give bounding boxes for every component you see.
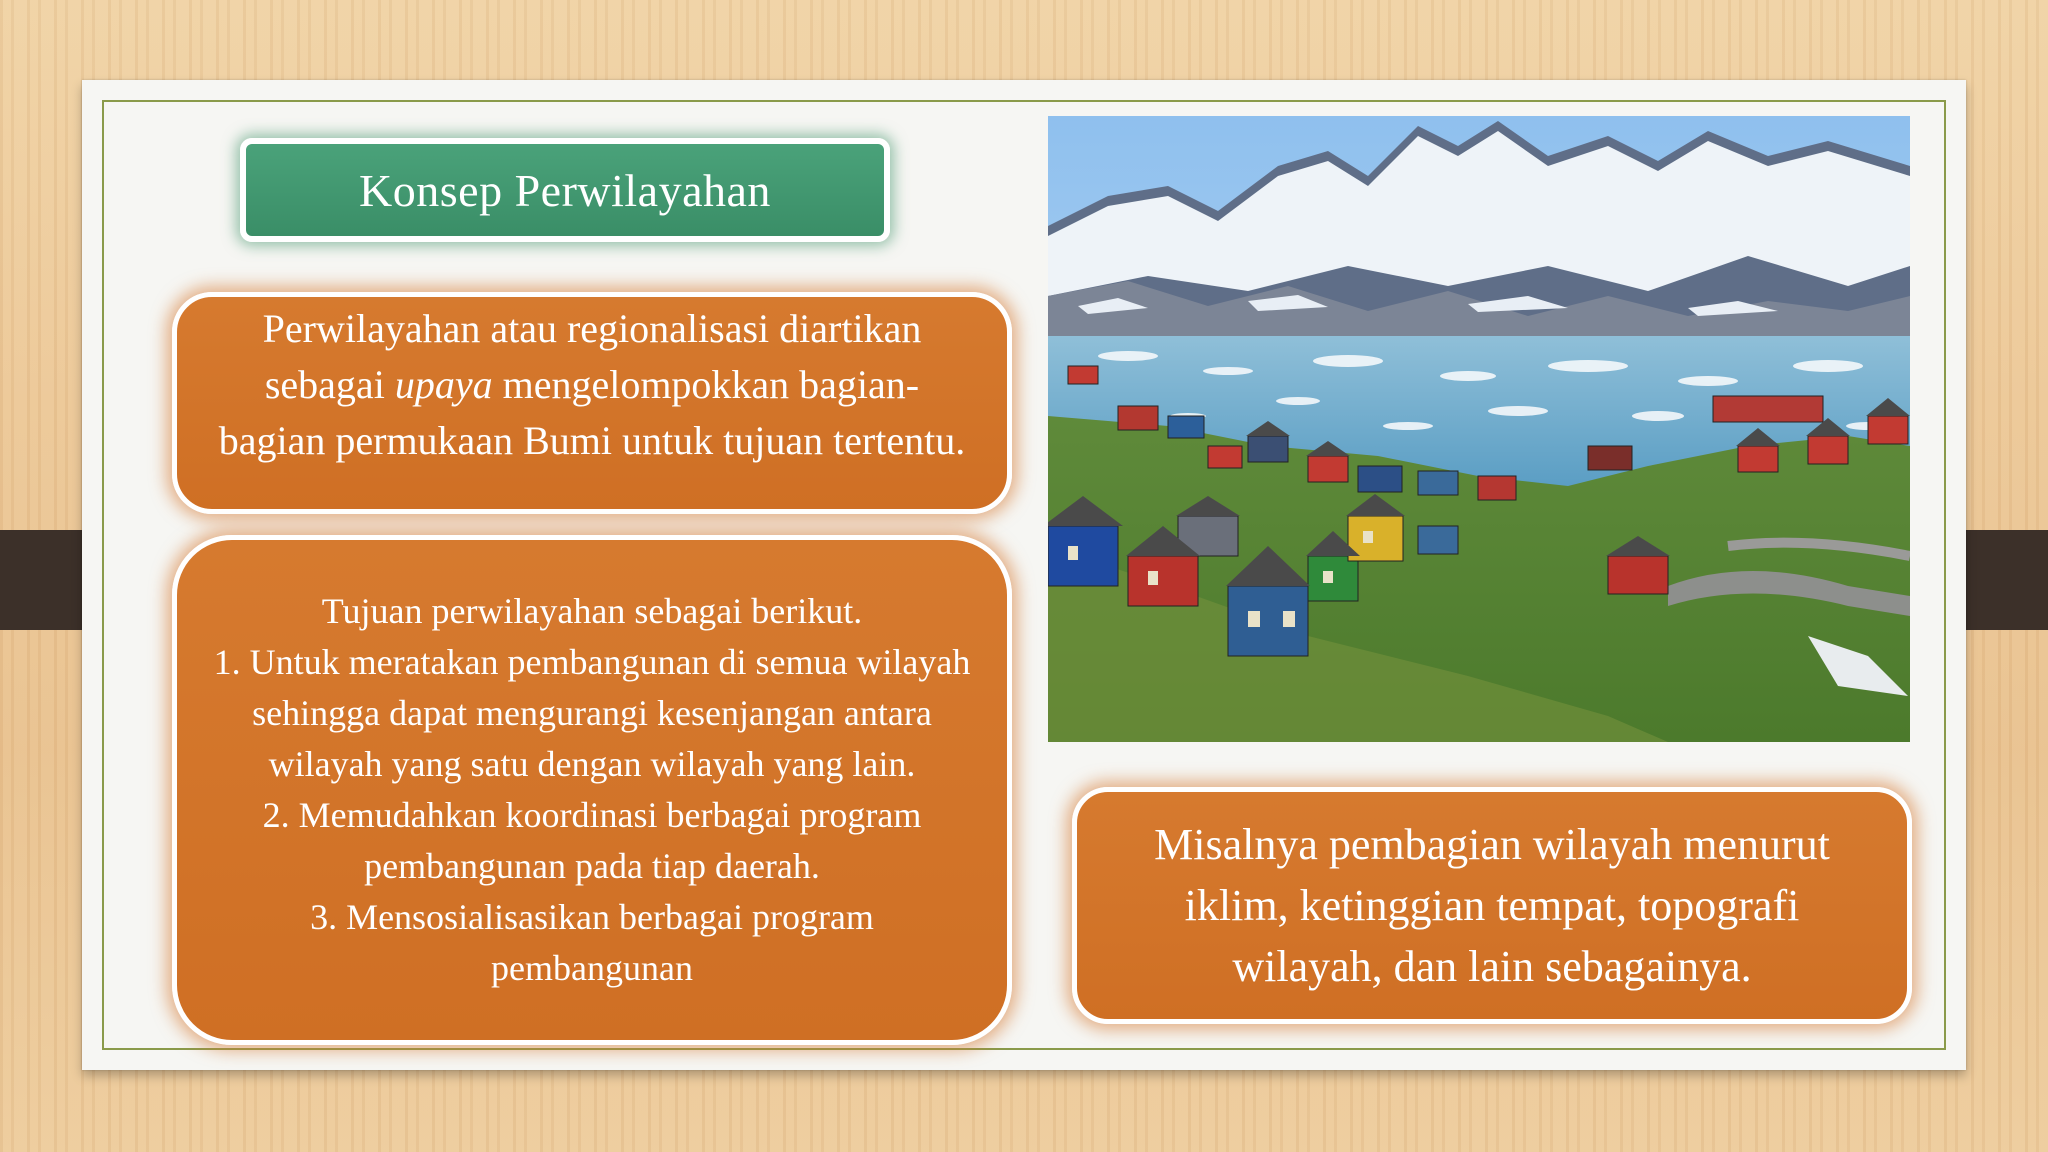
definition-text-start: Perwilayahan atau regionalisasi diartikan sebagai	[262, 306, 922, 407]
definition-text-end: mengelompokkan bagian-bagian permukaan Bumi untuk tujuan tertentu.	[218, 362, 966, 463]
goals-box	[172, 535, 1012, 1045]
definition-text	[217, 301, 967, 469]
slide-title-text: Konsep Perwilayahan	[359, 164, 771, 216]
example-box	[1072, 787, 1912, 1024]
goal-item-2: 2. Memudahkan koordinasi berbagai program pembangunan pada tiap daerah.	[262, 795, 922, 886]
greenland-village-photo	[1048, 116, 1910, 742]
goal-item-3: 3. Mensosialisasikan berbagai program pembangunan	[310, 897, 874, 988]
goal-item-1: 1. Untuk meratakan pembangunan di semua wilayah sehingga dapat mengurangi kesenjangan antara wilayah yang satu dengan wilayah yang lain.	[213, 642, 971, 784]
slide-title	[240, 138, 890, 242]
example-text: Misalnya pembagian wilayah menurut iklim, ketinggian tempat, topografi wilayah, dan lain sebagainya.	[1154, 820, 1830, 991]
definition-box	[172, 292, 1012, 514]
goals-heading: Tujuan perwilayahan sebagai berikut.	[321, 591, 863, 631]
definition-emphasis: upaya	[394, 362, 493, 407]
